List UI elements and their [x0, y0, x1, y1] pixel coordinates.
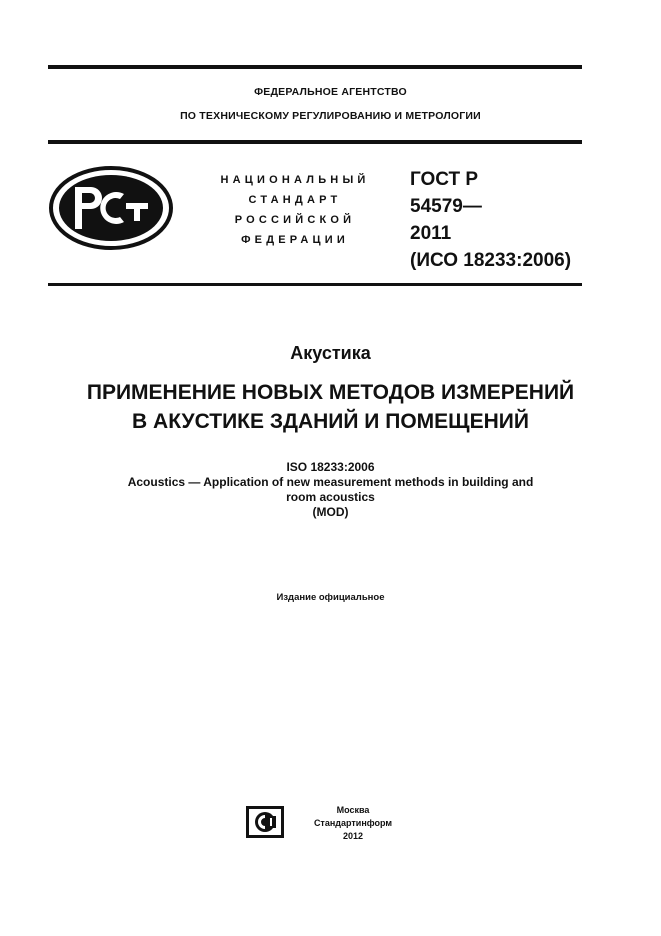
iso-mod: (MOD)	[312, 505, 349, 519]
iso-code: ISO 18233:2006	[286, 460, 375, 474]
agency-line-1: ФЕДЕРАЛЬНОЕ АГЕНТСТВО	[254, 86, 407, 98]
gost-designation	[410, 166, 571, 274]
national-line-1: НАЦИОНАЛЬНЫЙ	[220, 174, 370, 186]
gost-line-3: 2011	[410, 223, 452, 244]
national-line-3: РОССИЙСКОЙ	[234, 214, 356, 226]
edition-label: Издание официальное	[276, 592, 385, 603]
agency-line-2: ПО ТЕХНИЧЕСКОМУ РЕГУЛИРОВАНИЮ И МЕТРОЛОГИИ	[180, 110, 481, 122]
iso-english-line-2: room acoustics	[286, 490, 375, 504]
publisher-city: Москва	[336, 805, 370, 815]
iso-english-line-1: Acoustics — Application of new measurement methods in building and	[127, 475, 534, 489]
publisher-year: 2012	[342, 831, 364, 841]
gost-line-2: 54579—	[410, 196, 482, 217]
subject-title: Акустика	[290, 343, 371, 363]
iso-reference	[0, 460, 661, 520]
gost-line-4: (ИСО 18233:2006)	[410, 250, 572, 271]
top-rule	[48, 65, 582, 69]
publisher-info	[298, 804, 408, 843]
rst-logo	[48, 165, 174, 251]
header-rule	[48, 140, 582, 144]
publisher-name: Стандартинформ	[313, 818, 393, 828]
national-line-4: ФЕДЕРАЦИИ	[241, 234, 349, 246]
gost-line-1: ГОСТ Р	[410, 169, 479, 190]
standartinform-logo	[246, 806, 284, 838]
main-title-line-1: ПРИМЕНЕНИЕ НОВЫХ МЕТОДОВ ИЗМЕРЕНИЙ	[86, 381, 575, 404]
main-title-line-2: В АКУСТИКЕ ЗДАНИЙ И ПОМЕЩЕНИЙ	[132, 410, 529, 433]
national-standard-label	[195, 170, 395, 250]
main-title	[0, 378, 661, 436]
national-line-2: СТАНДАРТ	[248, 194, 342, 206]
standard-rule	[48, 283, 582, 286]
